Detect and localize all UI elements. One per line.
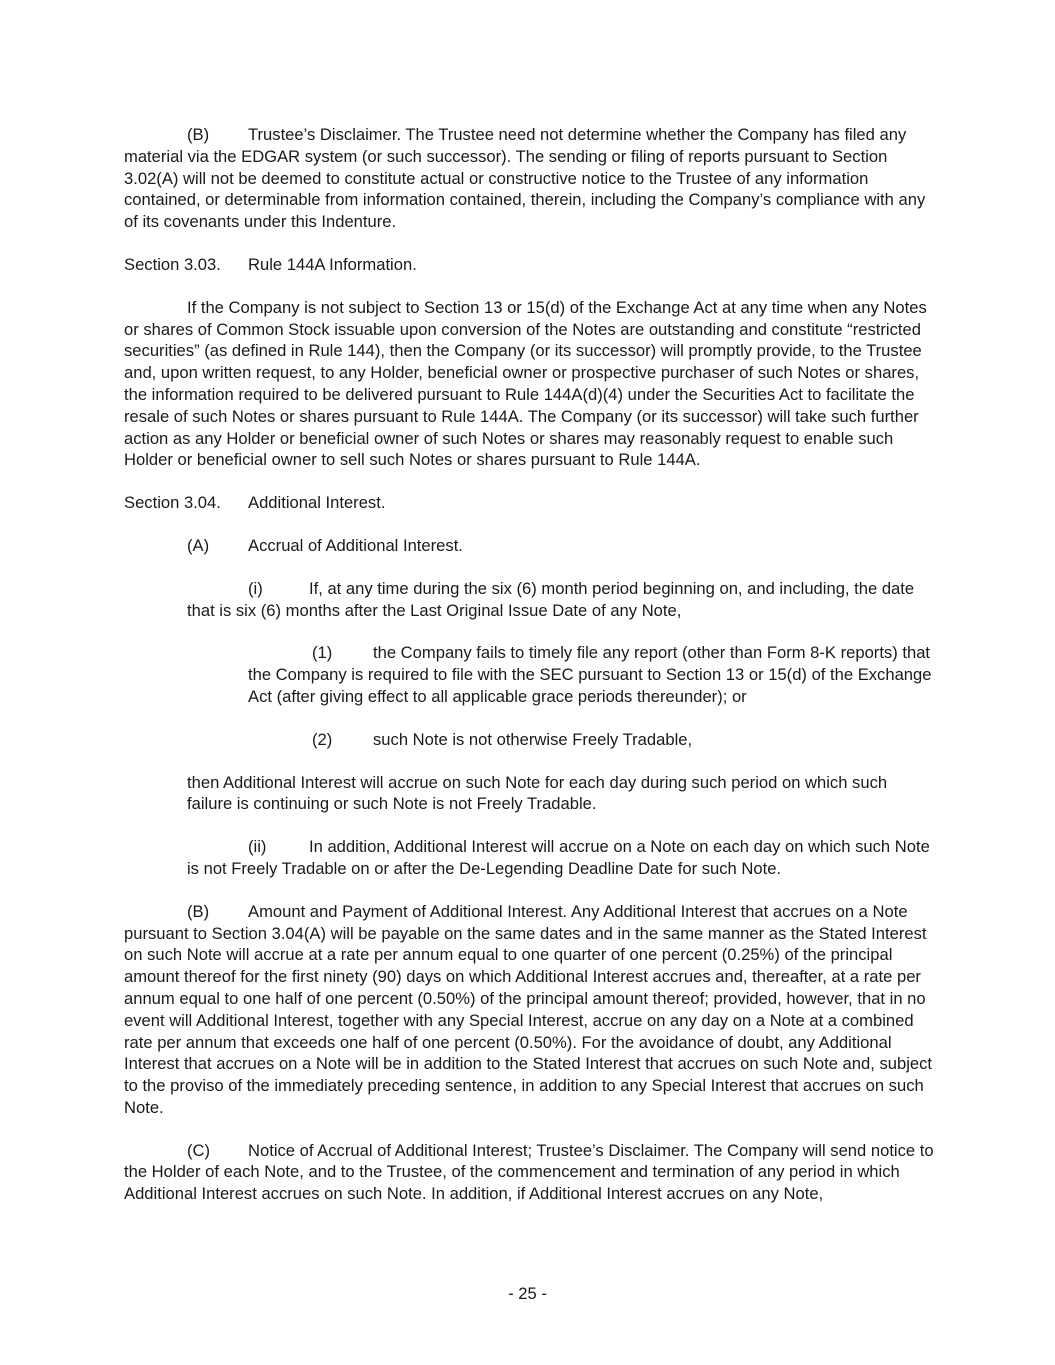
item-2 — [248, 729, 936, 751]
item-1 — [248, 642, 936, 707]
subsection-a-heading — [124, 535, 936, 557]
item-label: (1) — [312, 643, 333, 663]
subsection-label: (A) — [187, 535, 210, 555]
clause-ii — [187, 836, 936, 880]
subsection-label: (B) — [187, 901, 210, 921]
subsection-text: Amount and Payment of Additional Interest. Any Additional Interest that accrues on a Note pursuant to Section 3.04(A) will be payable on the same dates and in the same manner as the Stated Interest on such Note will accrue at a rate per annum equal to one quarter of one percent (0.25%) of the principal amount thereof for the first ninety (90) days on which Additional Interest accrues and, thereafter, at a rate per annum equal to one half of one percent (0.50%) of the principal amount thereof; provided, however, that in no event will Additional Interest, together with any Special Interest, accrue on any day on a Note at a combined rate per annum that exceeds one half of one percent (0.50%). For the avoidance of doubt, any Additional Interest that accrues on a Note will be in addition to the Stated Interest that accrues on such Note and, subject to the proviso of the immediately preceding sentence, in addition to any Special Interest that accrues on such Note. — [124, 901, 933, 1117]
clause-text: In addition, Additional Interest will accrue on a Note on each day on which such Note is not Freely Tradable on or after the De-Legending Deadline Date for such Note. — [187, 837, 930, 878]
section-3-03-heading — [124, 254, 936, 276]
section-title: Rule 144A Information. — [248, 254, 417, 274]
subsection-text: Notice of Accrual of Additional Interest; Trustee’s Disclaimer. The Company will send notice to the Holder of each Note, and to the Trustee, of the commencement and termination of any period in which Additional Interest accrues on such Note. In addition, if Additional Interest accrues on any Note, — [124, 1140, 934, 1204]
item-label: (2) — [312, 729, 333, 749]
subsection-b — [124, 901, 936, 1119]
item-text: the Company fails to timely file any report (other than Form 8-K reports) that the Company is required to file with the SEC pursuant to Section 13 or 15(d) of the Exchange Act (after giving effect to all applicable grace periods thereunder); or — [248, 643, 932, 706]
document-page — [124, 124, 936, 1226]
subsection-label: (C) — [187, 1140, 211, 1160]
item-text: such Note is not otherwise Freely Tradable, — [373, 729, 693, 749]
paragraph-label: (B) — [187, 125, 210, 144]
clause-text: If, at any time during the six (6) month period beginning on, and including, the date that is six (6) months after the Last Original Issue Date of any Note, — [187, 578, 915, 620]
section-title: Additional Interest. — [248, 493, 386, 513]
subsection-title: Accrual of Additional Interest. — [248, 535, 463, 555]
then-paragraph: then Additional Interest will accrue on such Note for each day during such period on which such failure is continuing or such Note is not Freely Tradable. — [187, 772, 888, 814]
clause-label: (i) — [248, 578, 263, 598]
paragraph-text: Trustee’s Disclaimer. The Trustee need not determine whether the Company has filed any material via the EDGAR system (or such successor). The sending or filing of reports pursuant to Section 3.02(A) will not be deemed to constitute actual or constructive notice to the Trustee of any information contained, or determinable from information contained, therein, including the Company’s compliance with any of its covenants under this Indenture. — [124, 125, 926, 232]
clause-i — [187, 578, 936, 622]
section-3-04-heading — [124, 492, 936, 514]
section-number: Section 3.03. — [124, 254, 221, 274]
section-number: Section 3.04. — [124, 493, 221, 513]
subsection-c — [124, 1140, 936, 1205]
paragraph-b-trustee-disclaimer — [124, 124, 936, 233]
section-3-03-body: If the Company is not subject to Section 13 or 15(d) of the Exchange Act at any time when any Notes or shares of Common Stock issuable upon conversion of the Notes are outstanding and constitute “restricted securities” (as defined in Rule 144), then the Company (or its successor) will promptly provide, to the Trustee and, upon written request, to any Holder, beneficial owner or prospective purchaser of such Notes or shares, the information required to be delivered pursuant to Rule 144A(d)(4) under the Securities Act to facilitate the resale of such Notes or shares pursuant to Rule 144A. The Company (or its successor) will take such further action as any Holder or beneficial owner of such Notes or shares may reasonably request to enable such Holder or beneficial owner to sell such Notes or shares pursuant to Rule 144A. — [124, 297, 927, 470]
clause-label: (ii) — [248, 837, 267, 857]
page-number: - 25 - — [508, 1284, 547, 1303]
